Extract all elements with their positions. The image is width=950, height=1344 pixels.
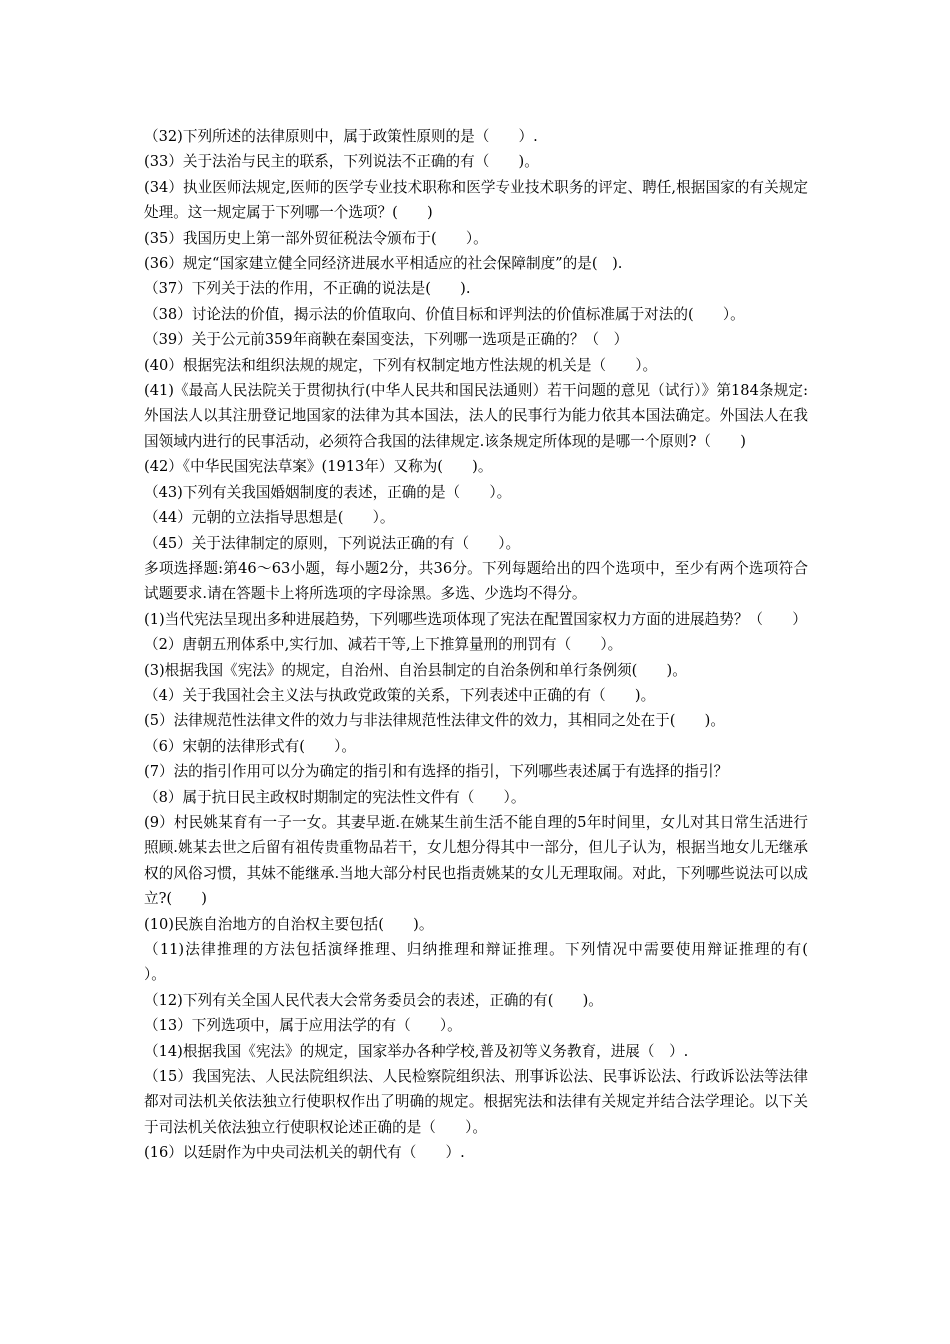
multi-question-3: (3)根据我国《宪法》的规定，自治州、自治县制定的自治条例和单行条例须( )。: [144, 661, 687, 679]
question-36: (36）规定“国家建立健全同经济进展水平相适应的社会保障制度”的是( ).: [144, 255, 623, 273]
question-35: (35）我国历史上第一部外贸征税法令颁布于( ）。: [144, 229, 488, 247]
question-39: （39）关于公元前359年商鞅在秦国变法，下列哪一选项是正确的？（ ）: [144, 331, 629, 349]
question-37: （37）下列关于法的作用，不正确的说法是( ).: [144, 280, 471, 298]
page-body: [144, 124, 838, 1166]
section-instructions: 多项选择题:第46～63小题，每小题2分，共36分。下列每题给出的四个选项中，至少有两个选项符合试题要求.请在答题卡上将所选项的字母涂黑。多选、少选均不得分。: [144, 559, 808, 603]
question-45: （45）关于法律制定的原则，下列说法正确的有（ ）。: [144, 534, 521, 552]
multi-question-7: (7）法的指引作用可以分为确定的指引和有选择的指引，下列哪些表述属于有选择的指引？: [144, 763, 729, 781]
multi-question-4: （4）关于我国社会主义法与执政党政策的关系，下列表述中正确的有（ )。: [144, 686, 656, 704]
question-42: (42）《中华民国宪法草案》(1913年）又称为( )。: [144, 458, 493, 476]
question-34: (34）执业医师法规定,医师的医学专业技术职称和医学专业技术职务的评定、聘任,根据国家的有关规定处理。这一规定属于下列哪一个选项？( ): [144, 178, 808, 222]
multi-question-12: （12)下列有关全国人民代表大会常务委员会的表述，正确的有( )。: [144, 991, 603, 1009]
question-32: （32)下列所述的法律原则中，属于政策性原则的是（ ）.: [144, 128, 538, 145]
multi-question-16: (16）以廷尉作为中央司法机关的朝代有（ ）.: [144, 1144, 465, 1162]
question-41: (41)《最高人民法院关于贯彻执行(中华人民共和国民法通则）若干问题的意见（试行）》第184条规定:外国法人以其注册登记地国家的法律为其本国法，法人的民事行为能力依其本国法确定。外国法人在我国领域内进行的民事活动，必须符合我国的法律规定.该条规定所体现的是哪一个原则?（ ): [144, 382, 808, 450]
multi-question-1: (1)当代宪法呈现出多种进展趋势，下列哪些选项体现了宪法在配置国家权力方面的进展趋势？（ ）: [144, 610, 807, 628]
multi-question-14: （14)根据我国《宪法》的规定，国家举办各种学校,普及初等义务教育，进展（ ）.: [144, 1042, 689, 1060]
multi-question-13: （13）下列选项中，属于应用法学的有（ ）。: [144, 1017, 462, 1035]
question-43: （43)下列有关我国婚姻制度的表述，正确的是（ ）。: [144, 483, 512, 501]
question-38: （38）讨论法的价值，揭示法的价值取向、价值目标和评判法的价值标准属于对法的( ）。: [144, 305, 745, 323]
question-40: (40）根据宪法和组织法规的规定，下列有权制定地方性法规的机关是（ ）。: [144, 356, 658, 374]
multi-question-6: （6）宋朝的法律形式有( ）。: [144, 737, 356, 755]
multi-question-11: （11)法律推理的方法包括演绎推理、归纳推理和辩证推理。下列情况中需要使用辩证推理的有( ）。: [144, 941, 838, 984]
question-44: （44）元朝的立法指导思想是( ）。: [144, 509, 395, 527]
question-33: (33）关于法治与民主的联系，下列说法不正确的有（ )。: [144, 153, 539, 171]
multi-question-15: （15）我国宪法、人民法院组织法、人民检察院组织法、刑事诉讼法、民事诉讼法、行政诉讼法等法律都对司法机关依法独立行使职权作出了明确的规定。根据宪法和法律有关规定并结合法学理论。以下关于司法机关依法独立行使职权论述正确的是（ ）。: [144, 1068, 808, 1136]
multi-question-2: （2）唐朝五刑体系中,实行加、减若干等,上下推算量刑的刑罚有（ ）。: [144, 636, 623, 654]
multi-question-9: (9）村民姚某育有一子一女。其妻早逝.在姚某生前生活不能自理的5年时间里，女儿对其日常生活进行照顾.姚某去世之后留有祖传贵重物品若干，女儿想分得其中一部分，但儿子认为，根据当地女儿无继承权的风俗习惯，其妹不能继承.当地大部分村民也指责姚某的女儿无理取闹。对此，下列哪些说法可以成立?( ): [144, 813, 808, 908]
multi-question-5: (5）法律规范性法律文件的效力与非法律规范性法律文件的效力，其相同之处在于( )。: [144, 712, 725, 730]
multi-question-10: (10)民族自治地方的自治权主要包括( )。: [144, 915, 434, 933]
multi-question-8: （8）属于抗日民主政权时期制定的宪法性文件有（ ）。: [144, 788, 526, 806]
